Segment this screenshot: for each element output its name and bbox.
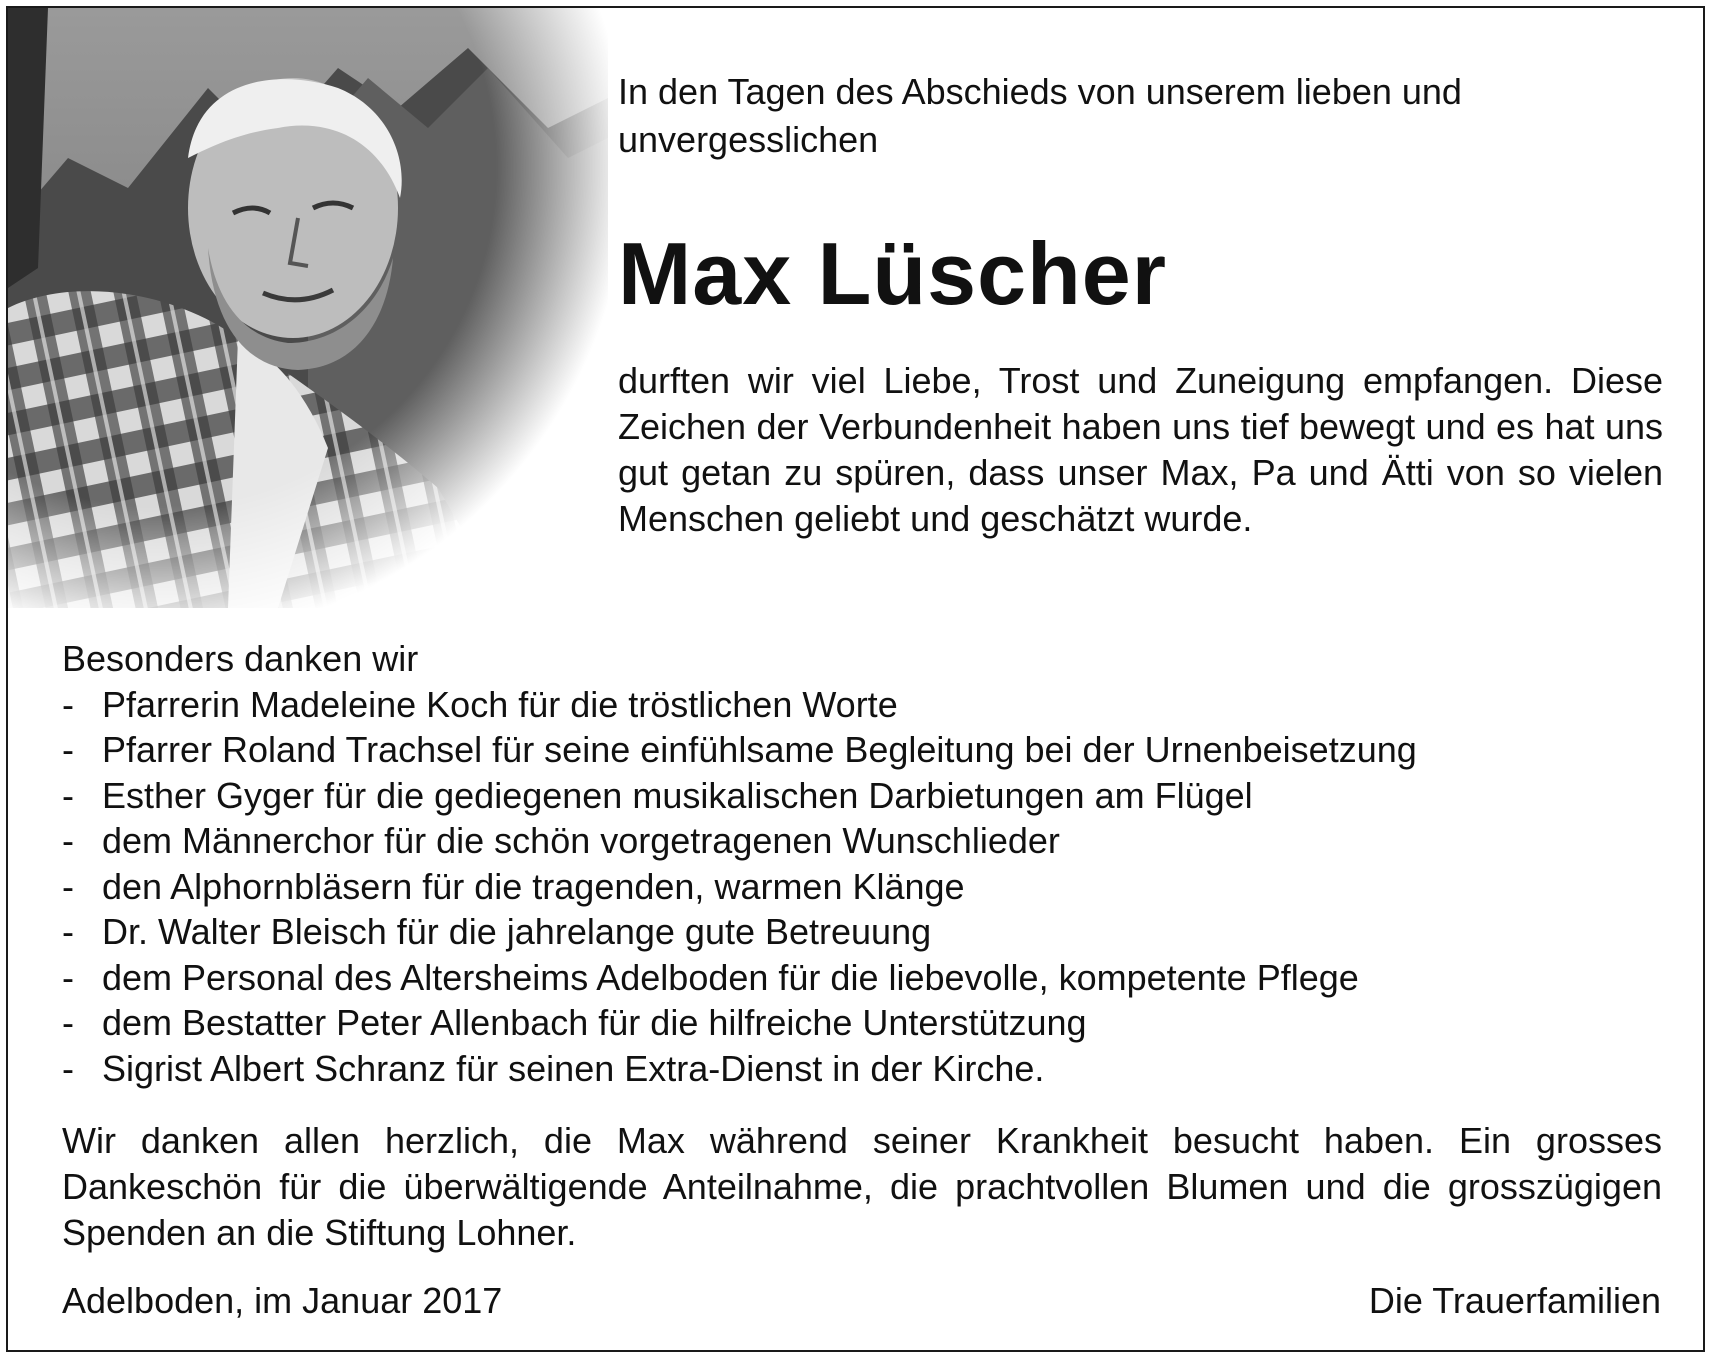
list-item: [62, 1046, 1662, 1092]
list-item: [62, 1000, 1662, 1046]
list-dash: -: [62, 774, 74, 816]
special-thanks-list: [62, 682, 1662, 1092]
closing-paragraph: Wir danken allen herzlich, die Max während seiner Krankheit besucht haben. Ein grosses Dankeschön für die überwältigende Anteilnahme, die prachtvollen Blumen und die grosszügigen Spenden an die Stiftung Lohner.: [62, 1120, 1662, 1253]
list-item: [62, 909, 1662, 955]
special-thanks-section: [62, 636, 1662, 1091]
list-dash: -: [62, 1047, 74, 1089]
obituary-notice: [6, 6, 1705, 1352]
list-dash: -: [62, 1002, 74, 1043]
list-item: [62, 682, 1662, 728]
intro-text: In den Tagen des Abschieds von unserem lieben und unvergesslichen: [618, 71, 1462, 160]
list-item: [62, 818, 1662, 864]
list-item-text: Sigrist Albert Schranz für seinen Extra-Dienst in der Kirche.: [102, 1047, 1045, 1089]
list-item: [62, 864, 1662, 910]
list-dash: -: [62, 729, 74, 770]
list-item-text: dem Personal des Altersheims Adelboden für die liebevolle, kompetente Pflege: [102, 956, 1359, 998]
list-item-text: dem Bestatter Peter Allenbach für die hilfreiche Unterstützung: [102, 1002, 1087, 1043]
list-item: [62, 727, 1662, 773]
list-item: [62, 773, 1662, 819]
list-item-text: Esther Gyger für die gediegenen musikalischen Darbietungen am Flügel: [102, 774, 1253, 816]
list-item-text: den Alphornbläsern für die tragenden, warmen Klänge: [102, 865, 965, 907]
list-dash: -: [62, 911, 74, 952]
place-date: Adelboden, im Januar 2017: [62, 1280, 503, 1321]
list-dash: -: [62, 683, 74, 725]
list-dash: -: [62, 820, 74, 861]
portrait-photo: [8, 8, 608, 608]
list-item-text: Pfarrerin Madeleine Koch für die tröstlichen Worte: [102, 683, 898, 725]
list-item-text: Dr. Walter Bleisch für die jahrelange gute Betreuung: [102, 911, 932, 952]
list-item-text: dem Männerchor für die schön vorgetragenen Wunschlieder: [102, 820, 1060, 861]
list-dash: -: [62, 865, 74, 907]
signature: Die Trauerfamilien: [1368, 1280, 1661, 1321]
list-dash: -: [62, 956, 74, 998]
list-item: [62, 955, 1662, 1001]
list-item-text: Pfarrer Roland Trachsel für seine einfühlsame Begleitung bei der Urnenbeisetzung: [102, 729, 1417, 770]
special-thanks-title: Besonders danken wir: [62, 638, 419, 679]
deceased-name: Max Lüscher: [618, 224, 1167, 323]
thanks-paragraph: durften wir viel Liebe, Trost und Zuneigung empfangen. Diese Zeichen der Verbundenheit haben uns tief bewegt und es hat uns gut getan zu spüren, dass unser Max, Pa und Ätti von so vielen Menschen geliebt und geschätzt wurde.: [618, 360, 1663, 539]
